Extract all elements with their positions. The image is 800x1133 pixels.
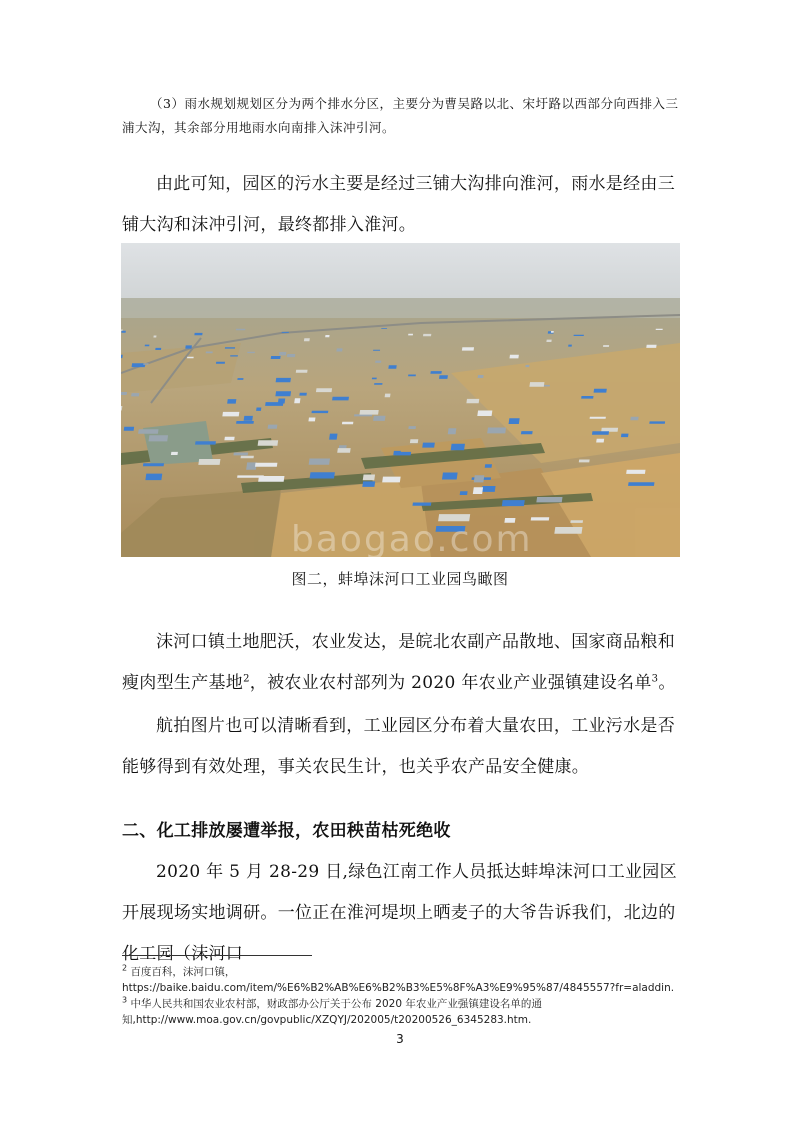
factory-roof: [241, 456, 254, 459]
factory-roof: [460, 491, 468, 495]
paragraph-town-agriculture: [122, 622, 682, 704]
factory-roof: [546, 340, 551, 342]
factory-roof: [198, 459, 220, 465]
factory-roof: [474, 475, 485, 482]
factory-roof: [265, 402, 283, 406]
factory-roof: [325, 335, 329, 337]
factory-roof: [646, 345, 656, 348]
factory-roof: [462, 347, 474, 350]
factory-roof: [145, 474, 162, 481]
factory-roof: [227, 399, 236, 404]
factory-roof: [310, 472, 335, 478]
factory-roof: [373, 350, 380, 351]
factory-roof: [422, 443, 435, 448]
paragraph-field-visit: 2020 年 5 月 28-29 日,绿色江南工作人员抵达蚌埠沫河口工业园区开展现场实地调研。一位正在淮河堤坝上晒麦子的大爷告诉我们，北边的化工园（沫河口: [122, 862, 677, 964]
factory-roof: [309, 459, 330, 465]
page-number: 3: [396, 1032, 404, 1046]
factory-roof: [408, 334, 413, 336]
factory-roof: [244, 416, 253, 421]
factory-roof: [329, 434, 337, 440]
factory-roof: [568, 345, 572, 347]
factory-roof: [131, 393, 139, 396]
factory-roof: [225, 347, 235, 348]
factory-roof: [143, 363, 148, 364]
factory-roof: [121, 330, 123, 331]
factory-roof: [581, 396, 593, 399]
factory-roof: [224, 437, 234, 441]
factory-roof: [275, 391, 291, 396]
factory-roof: [308, 418, 315, 422]
footnote-number: 3: [122, 995, 128, 1005]
factory-roof: [473, 487, 483, 494]
factory-roof: [601, 428, 618, 432]
footnote-number: 2: [122, 963, 128, 973]
factory-roof: [382, 477, 401, 483]
footnote-ref-3[interactable]: 3: [651, 673, 659, 685]
factory-roof: [482, 486, 496, 492]
factory-roof: [363, 475, 375, 481]
factory-roof: [408, 375, 416, 377]
factory-roof: [258, 476, 284, 482]
factory-roof: [570, 520, 583, 523]
factory-roof: [171, 452, 178, 455]
footnote-2-url[interactable]: https://baike.baidu.com/item/%E6%B2%AB%E6%B2%B3%E5%8F%A3%E9%95%87/4845557?fr=aladdin.: [122, 982, 675, 994]
factory-roof: [195, 441, 216, 444]
factory-roof: [149, 435, 169, 441]
factory-roof: [574, 335, 584, 336]
factory-roof: [247, 352, 255, 353]
factory-roof: [230, 355, 238, 356]
factory-roof: [410, 439, 418, 443]
factory-roof: [485, 464, 492, 468]
factory-roof: [525, 365, 529, 367]
factory-roof: [466, 399, 479, 403]
factory-roof: [138, 429, 158, 434]
factory-roof: [279, 352, 287, 355]
factory-roof: [649, 421, 665, 423]
factory-roof: [206, 352, 213, 354]
factory-roof: [194, 333, 202, 335]
factory-roof: [132, 363, 146, 367]
factory-roof: [388, 365, 396, 369]
factory-roof: [509, 418, 520, 424]
factory-roof: [336, 348, 342, 351]
factory-roof: [359, 410, 378, 415]
factory-roof: [408, 426, 416, 429]
factory-roof: [296, 370, 308, 373]
factory-roof: [521, 431, 533, 434]
factory-roof: [448, 428, 457, 434]
factory-roof: [362, 481, 375, 487]
factory-roof: [529, 382, 544, 387]
factory-roof: [554, 527, 582, 534]
factory-roof: [594, 389, 607, 393]
factory-roof: [311, 411, 328, 413]
paragraph-town-text-1: 沫河口镇土地肥沃，农业发达，是皖北农副产品散地、国家商品粮和瘦肉型生产基地: [122, 632, 675, 693]
factory-roof: [502, 500, 525, 506]
factory-roof: [121, 392, 127, 395]
factory-roof: [287, 354, 295, 357]
factory-roof: [509, 355, 518, 359]
factory-roof: [430, 371, 441, 374]
factory-roof: [451, 444, 465, 451]
factory-roof: [236, 421, 254, 424]
factory-roof: [596, 439, 604, 443]
factory-roof: [381, 328, 387, 329]
factory-roof: [271, 356, 281, 359]
factory-roof: [374, 383, 382, 385]
paragraph-aerial-observation: 航拍图片也可以清晰看到，工业园区分布着大量农田，工业污水是否能够得到有效处理，事关农民生计，也关乎农产品安全健康。: [122, 716, 675, 777]
factory-roof: [354, 414, 372, 416]
factory-roof: [145, 345, 150, 347]
factory-roof: [630, 417, 638, 421]
factory-roof: [628, 482, 654, 486]
factory-roof: [590, 417, 606, 419]
factory-roof: [294, 398, 300, 403]
factory-roof: [621, 434, 629, 438]
factory-roof: [536, 497, 562, 502]
factory-roof: [316, 388, 332, 392]
paragraph-town-text-3: 。: [658, 673, 676, 693]
factory-roof: [375, 361, 381, 363]
factory-roof: [423, 334, 431, 336]
factory-roof: [282, 332, 289, 333]
factory-roof: [385, 394, 391, 398]
factory-roof: [155, 348, 161, 350]
sky: [121, 243, 680, 305]
photo-watermark: baogao.com: [291, 519, 533, 557]
aerial-photo: [121, 243, 680, 557]
footnote-3-url[interactable]: 知,http://www.moa.gov.cn/govpublic/XZQYJ/202005/t20200526_6345283.htm.: [122, 1014, 532, 1026]
factory-roof: [531, 517, 550, 520]
factory-roof: [143, 463, 164, 466]
factory-roof: [153, 336, 156, 338]
factory-roof: [216, 362, 225, 364]
factory-roof: [477, 411, 492, 417]
paragraph-sewage-flow: 由此可知，园区的污水主要是经过三铺大沟排向淮河，雨水是经由三铺大沟和沫冲引河，最终都排入淮河。: [122, 174, 675, 235]
factory-roof: [124, 427, 134, 431]
factory-roof: [276, 378, 291, 382]
factory-roof: [372, 378, 377, 380]
factory-roof: [412, 503, 431, 506]
section-heading: 二、化工排放屡遭举报，农田秧苗枯死绝收: [122, 821, 451, 841]
factory-roof: [304, 338, 310, 341]
factory-roof: [258, 440, 279, 446]
factory-roof: [373, 416, 385, 421]
factory-roof: [268, 425, 278, 429]
paragraph-town-text-2: ，被农业农村部列为 2020 年农业产业强镇建设名单: [249, 673, 652, 693]
factory-roof: [236, 329, 246, 331]
figure-caption: 图二，蚌埠沫河口工业园鸟瞰图: [291, 570, 509, 588]
footnote-3: [122, 996, 682, 1012]
factory-roof: [337, 448, 350, 453]
footnote-2: [122, 964, 682, 980]
factory-roof: [256, 408, 261, 411]
factory-roof: [592, 431, 609, 435]
factory-roof: [603, 345, 609, 347]
factory-roof: [187, 357, 194, 358]
footnote-text: 中华人民共和国农业农村部，财政部办公厅关于公布 2020 年农业产业强镇建设名单的通: [130, 998, 542, 1010]
footnotes: [122, 964, 682, 1028]
factory-roof: [222, 412, 239, 417]
factory-roof: [332, 397, 349, 401]
factory-roof: [396, 452, 412, 456]
factory-roof: [255, 463, 277, 467]
factory-roof: [233, 453, 248, 456]
factory-roof: [626, 470, 645, 474]
factory-roof: [299, 393, 307, 396]
factory-roof: [656, 329, 663, 330]
footnote-ref-2[interactable]: 2: [243, 673, 250, 685]
factory-roof: [342, 422, 353, 424]
factory-roof: [487, 428, 506, 434]
factory-roof: [579, 460, 590, 463]
footnote-text: 百度百科，沫河口镇，: [130, 966, 236, 978]
footnote-divider: [122, 955, 312, 956]
factory-roof: [237, 378, 243, 380]
factory-roof: [121, 331, 125, 333]
factory-roof: [185, 345, 192, 348]
rainwater-note: （3）雨水规划规划区分为两个排水分区，主要分为曹吴路以北、宋圩路以西部分向西排入三浦大沟，其余部分用地雨水向南排入沫冲引河。: [122, 96, 679, 135]
factory-roof: [442, 473, 458, 480]
factory-roof: [439, 375, 448, 379]
aerial-photo-graphic: [121, 243, 680, 557]
factory-roof: [551, 331, 554, 333]
factory-roof: [478, 375, 484, 378]
